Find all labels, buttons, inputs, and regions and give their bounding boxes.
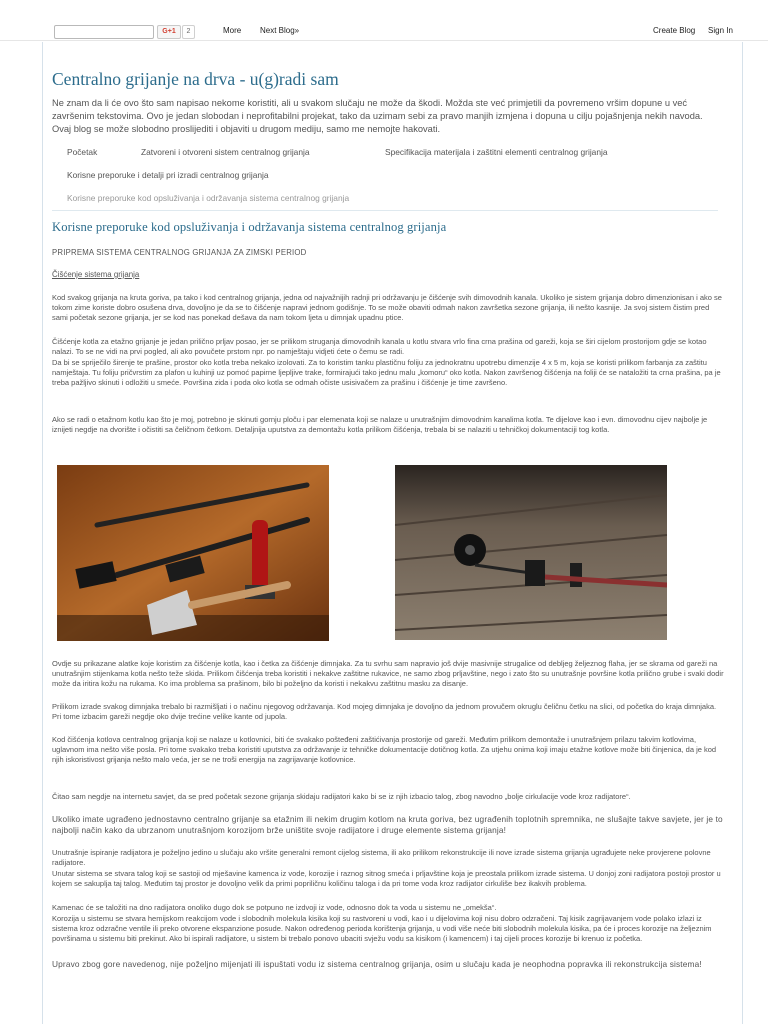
google-plus-button[interactable]: G+1 [157, 25, 181, 39]
blog-description: Ne znam da li će ovo što sam napisao nekome koristiti, ali u svakom slučaju ne može da škodi. Možda ste već primjetili da povremeno vršim dopune u već završenim tekstovima. Ovo je jedan slobodan i neprofitabilni projekat, tako da uzimam sebi za pravo manjih izmjena i dopuna u cilju pojašnjenja nekih navoda. Ovaj blog se može slobodno proslijediti i objaviti u drugom mediju, samo me nemojte hakovati. [52, 98, 703, 134]
paragraph-12: Kamenac će se taložiti na dno radijatora onoliko dugo dok se potpuno ne izdvoji iz vode, odnosno dok ta voda u sistemu ne „omekša“. [52, 903, 497, 912]
chimney-brush-photo[interactable] [395, 465, 667, 640]
create-blog-link[interactable]: Create Blog [653, 26, 696, 35]
post-subtitle: PRIPREMA SISTEMA CENTRALNOG GRIJANJA ZA ZIMSKI PERIOD [52, 248, 307, 257]
plus-one-count: 2 [182, 25, 195, 39]
tab-pocetak[interactable]: Početak [67, 147, 98, 157]
paragraph-8: Čitao sam negdje na internetu savjet, da se pred početak sezone grijanja skidaju radijatori kako bi se iz njih izbacio talog, zbog navodno „bolje cirkulacije vode kroz radijatore“. [52, 792, 631, 801]
paragraph-11: Unutar sistema se stvara talog koji se sastoji od mješavine kamenca iz vode, korozije i raznog sitnog smeća i prljavštine koja je preostala prilikom izrade sistema. U donjoj zoni radijatora postoji prostor u kojem se sakuplja taj talog. Međutim taj prostor je dovoljno velik da primi popriličnu količinu taloga i da pri tome voda kroz radijator cirkuliše bez ikakvih problema. [52, 869, 721, 889]
paragraph-3: Da bi se spriječilo širenje te prašine, prostor oko kotla treba nekako izolovati. Za to koristim tanku plastičnu foliju za jednokratnu upotrebu dimenzije 4 x 5 m, koja se koristi prilikom farbanja za zaštitu namještaja. Tu foliju pričvrstim za plafon u kuhinji uz pomoć papirne ljepljive trake, formirajući tako jednu malu „komoru“ oko kotla. Nakon završenog čišćenja na foliji će se nataložiti ta crna prašina, pa je treba pažljivo skinuti i odložiti u smeće. Površina zida i poda oko kotla se odmah očiste usisivačem za prašinu i čišćenje je time završeno. [52, 358, 721, 388]
paragraph-4: Ako se radi o etažnom kotlu kao što je moj, potrebno je skinuti gornju ploču i par elemenata koji se nalaze u unutrašnjim dimovodnim kanalima kotla. Te dijelove kao i evn. dimovodnu cijev najbolje je iznijeti negdje na dvorište i očistiti sa čeličnom četkom. Detaljnija uputstva za demontažu kotla prilikom čišćenja, trebala bi se nalaziti u tehničkoj dokumentaciji tog kotla. [52, 415, 708, 435]
next-blog-link[interactable]: Next Blog» [260, 26, 300, 35]
cleaning-tools-photo[interactable] [57, 465, 329, 641]
tab-preporuke-izrada[interactable]: Korisne preporuke i detalji pri izradi centralnog grijanja [67, 170, 269, 180]
paragraph-10: Unutrašnje ispiranje radijatora je poželjno jedino u slučaju ako vršite generalni remont cijelog sistema, ili ako prilikom rekonstrukcije ili nove izrade sistema grijanja ugrađujete neke provjerene polovne radijatore. [52, 848, 711, 868]
search-input[interactable] [54, 25, 154, 39]
paragraph-6: Prilikom izrade svakog dimnjaka trebalo bi razmišljati i o načinu njegovog održavanja. Kod mojeg dimnjaka je dovoljno da jednom provučem okruglu čeličnu četku na slici, od početka do kraja dimnjaka. Pri tome izbacim gareži negdje oko dvije trećine velike kante od jupola. [52, 702, 717, 722]
blogger-navbar [0, 0, 768, 41]
tabs-divider [52, 210, 718, 211]
paragraph-9: Ukoliko imate ugrađeno jednostavno centralno grijanje sa etažnim ili nekim drugim kotlom na kruta goriva, bez ugrađenih toplotnih spremnika, ne slušajte takve savjete, jer je to najbolji način kako da ubrzanom unutrašnjom korozijom brže uništite svoje radijatore i druge elemente sistema grijanja! [52, 814, 723, 835]
tab-zatvoreni-otvoreni-sistem[interactable]: Zatvoreni i otvoreni sistem centralnog grijanja [141, 147, 310, 157]
paragraph-5: Ovdje su prikazane alatke koje koristim za čišćenje kotla, kao i četka za čišćenje dimnjaka. Za tu svrhu sam napravio još dvije masivnije strugalice od debljeg željeznog flaha, jer se skrama od gareži na unutrašnjim stijenkama kotla nešto teže skida. Prilikom čišćenja treba koristiti i nekakve zaštitne rukavice, ne samo zbog prljavštine, nego i zato što su unutrašnje površine kotla prilično grube i svaki dodir može da iritira kožu na rukama. Ko ima problema sa prašinom, bilo bi poželjno da koristi i nekakvu zaštitnu masku za disanje. [52, 659, 724, 689]
paragraph-2: Čišćenje kotla za etažno grijanje je jedan prilično prljav posao, jer se prilikom struganja dimovodnih kanala u kotlu stvara vrlo fina crna prašina od gareži, koja se širi cijelom prostorijom gdje se kotao nalazi. To se ne vidi na prvi pogled, ali ako povučete prstom npr. po namještaju vidjeti ćete o čemu se radi. [52, 337, 707, 357]
post-title[interactable]: Korisne preporuke kod opsluživanja i održavanja sistema centralnog grijanja [52, 220, 447, 234]
sign-in-link[interactable]: Sign In [708, 26, 733, 35]
section-heading: Čišćenje sistema grijanja [52, 270, 140, 279]
blog-title[interactable]: Centralno grijanje na drva - u(g)radi sam [52, 69, 339, 89]
paragraph-7: Kod čišćenja kotlova centralnog grijanja koji se nalaze u kotlovnici, biti će svakako pošteđeni zaštićivanja prostorije od gareži. Međutim prilikom demontaže i unutrašnjem prilazu takvim kotlovima, uglavnom ima nešto više posla. Pri tome svakako treba koristiti uputstva za održavanje iz tehničke dokumentacije dotičnog kotla. Za utjehu onima koji imaju etažne kotlove može biti činjenica, da je kod njih iskoristivost grijanja nešto malo veća, jer se ne troši energija na zagrijavanje kotlovnice. [52, 735, 717, 765]
more-link[interactable]: More [223, 26, 242, 35]
paragraph-14: Upravo zbog gore navedenog, nije poželjno mijenjati ili ispuštati vodu iz sistema centralnog grijanja, osim u slučaju kada je neophodna popravka ili rekonstrukcija sistema! [52, 959, 702, 969]
paragraph-13: Korozija u sistemu se stvara hemijskom reakcijom vode i slobodnih molekula kisika koji su rastvoreni u vodi, kao i u dijelovima koji nisu dobro odzračeni. Taj kisik zagrijavanjem vode polako izlazi iz sistema kroz odzračne ventile ili preko otvorene ekspanzione posude. Nakon određenog perioda korištenja grijanja, u vodi više neće biti slobodnih molekula kisika, pa će i proces korozije na željeznim površinama u sistemu biti prekinut. Ako bi ispirali radijatore, u sistem bi trebalo ponovo ubaciti svježu vodu sa kisikom (i kamencem) i taj cijeli proces korozije bi krenuo iz početka. [52, 914, 712, 944]
tab-specifikacija-materijala[interactable]: Specifikacija materijala i zaštitni elementi centralnog grijanja [385, 147, 608, 157]
tab-preporuke-odrzavanje[interactable]: Korisne preporuke kod opsluživanja i održavanja sistema centralnog grijanja [67, 193, 350, 203]
paragraph-1: Kod svakog grijanja na kruta goriva, pa tako i kod centralnog grijanja, jedna od najvažnijih radnji pri održavanju je čišćenje svih dimovodnih kanala. Ukoliko je sistem grijanja dobro dimenzionisan i ako se tokom zime koriste dobro osušena drva, dovoljno je da se to čišćenje napravi jednom godišnje. To se može obaviti odmah nakon završetka sezone grijanja, ili nešto kasnije. Ja svoj sistem čistim pred sami početak sezone grijanja, jer se kod nas ponekad dešava da nam tokom ljeta u dimnjak upadnu ptice. [52, 293, 722, 323]
